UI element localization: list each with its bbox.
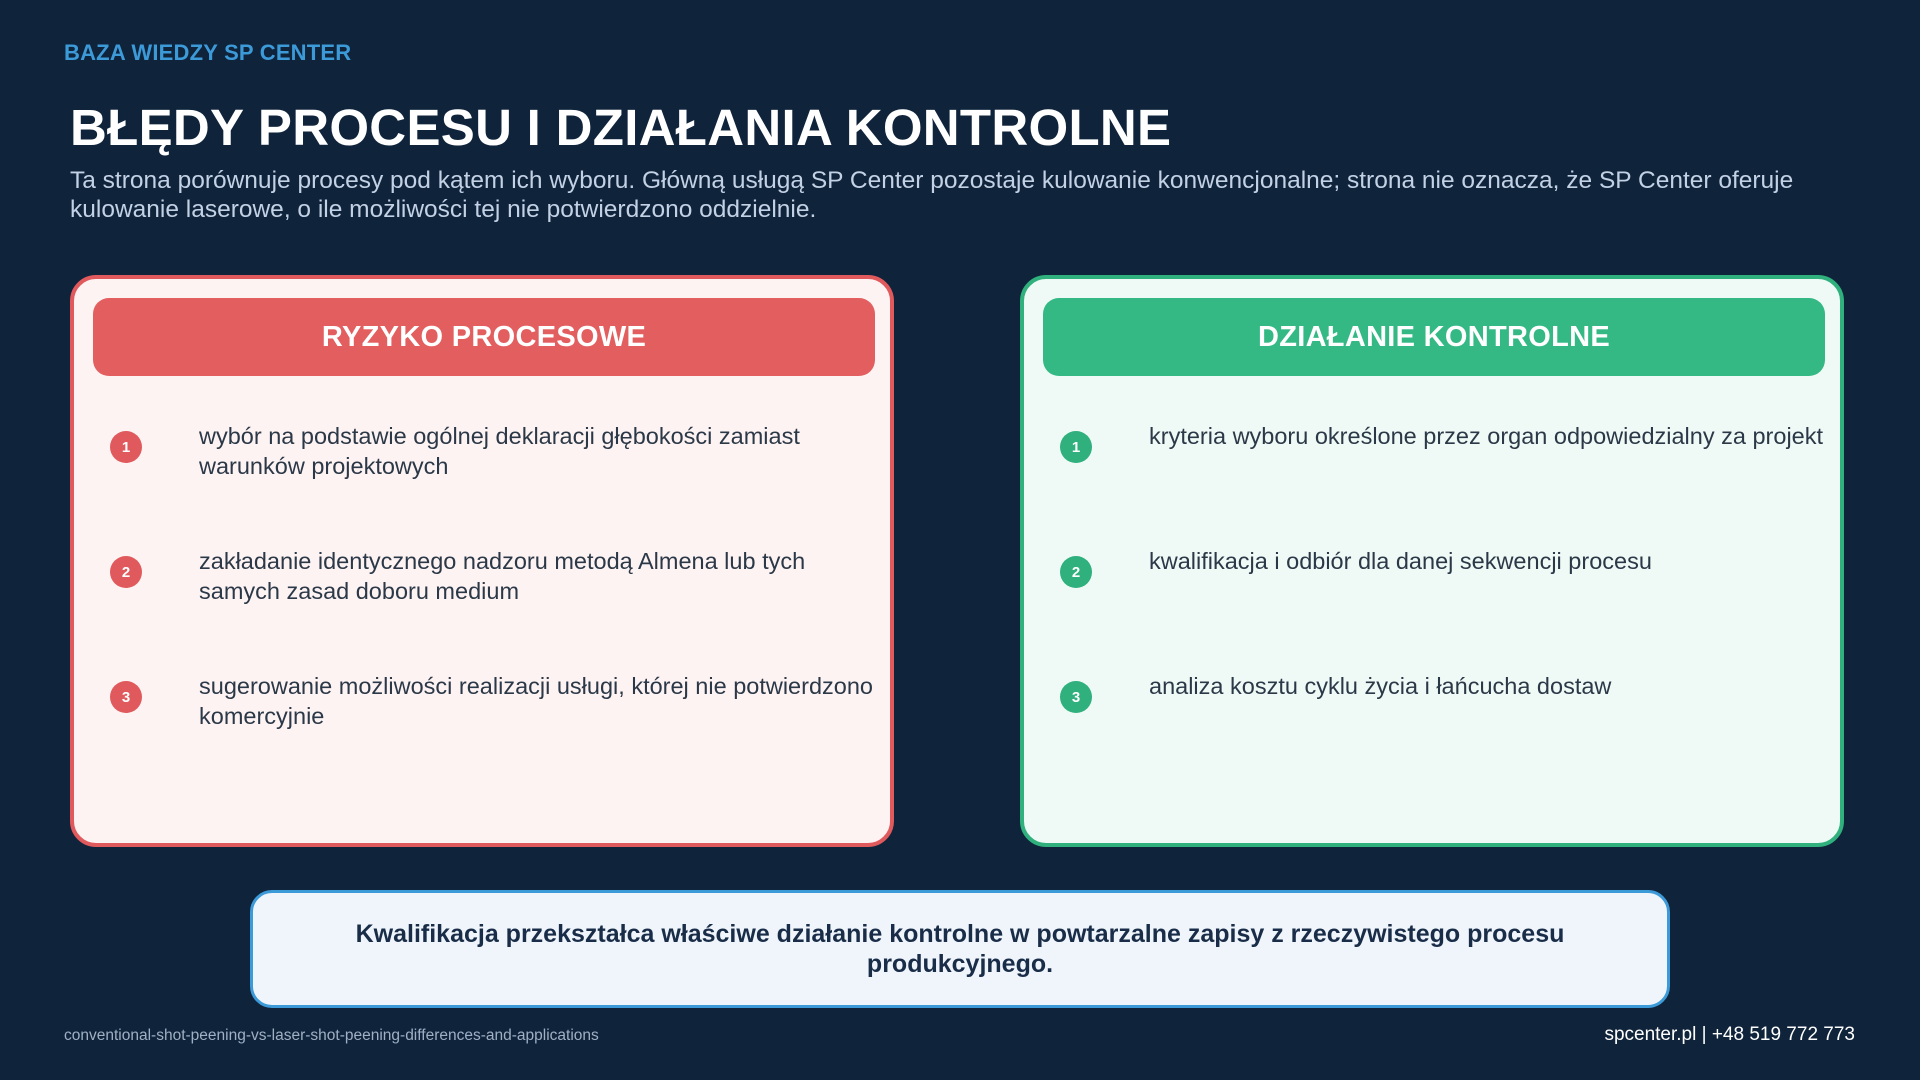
control-panel: [1020, 275, 1844, 847]
control-item-text: kryteria wyboru określone przez organ odpowiedzialny za projekt: [1149, 423, 1824, 449]
risk-panel-header: RYZYKO PROCESOWE: [93, 298, 875, 376]
number-badge: 2: [1060, 556, 1092, 588]
control-item-text: kwalifikacja i odbiór dla danej sekwencji procesu: [1149, 548, 1652, 574]
number-badge: 3: [1060, 681, 1092, 713]
footer-slug: conventional-shot-peening-vs-laser-shot-peening-differences-and-applications: [64, 1027, 599, 1044]
number-badge: 1: [1060, 431, 1092, 463]
control-panel-header: DZIAŁANIE KONTROLNE: [1043, 298, 1825, 376]
summary-note: Kwalifikacja przekształca właściwe działanie kontrolne w powtarzalne zapisy z rzeczywistego procesu produkcyjnego.: [250, 890, 1670, 1008]
page-subtitle: Ta strona porównuje procesy pod kątem ich wyboru. Główną usługą SP Center pozostaje kulowanie konwencjonalne; strona nie oznacza, że SP Center oferuje kulowanie laserowe, o ile możliwości tej nie potwierdzono oddzielnie.: [70, 167, 1794, 223]
risk-item-text: sugerowanie możliwości realizacji usługi, której nie potwierdzono komercyjnie: [199, 673, 873, 729]
number-badge: 1: [110, 431, 142, 463]
control-item-text: analiza kosztu cyklu życia i łańcucha dostaw: [1149, 673, 1612, 699]
kicker-label: BAZA WIEDZY SP CENTER: [64, 40, 352, 65]
number-badge: 3: [110, 681, 142, 713]
number-badge: 2: [110, 556, 142, 588]
page-title: BŁĘDY PROCESU I DZIAŁANIA KONTROLNE: [70, 99, 1172, 156]
risk-item-text: wybór na podstawie ogólnej deklaracji głębokości zamiast warunków projektowych: [199, 423, 800, 479]
risk-item-text: zakładanie identycznego nadzoru metodą Almena lub tych samych zasad doboru medium: [199, 548, 806, 604]
footer-contact: spcenter.pl | +48 519 772 773: [1604, 1024, 1855, 1045]
risk-panel: [70, 275, 894, 847]
